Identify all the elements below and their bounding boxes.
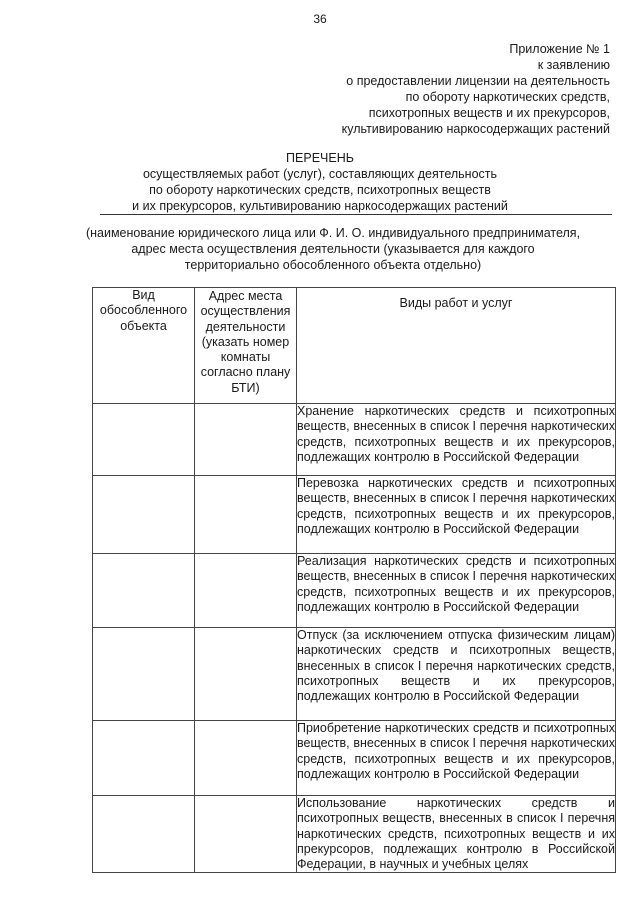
work-type-cell: Перевозка наркотических средств и психотропных веществ, внесенных в список I перечня наркотических средств, психотропных веществ и их прекурсоров, подлежащих контролю в Российской Федерации <box>297 476 616 554</box>
table-row <box>93 628 616 721</box>
work-type-cell: Отпуск (за исключением отпуска физическим лицам) наркотических средств и психотропных веществ, внесенных в список I перечня наркотических средств, психотропных веществ и их прекурсоров, подлежащих контролю в Российской Федерации <box>297 628 616 721</box>
object-type-cell <box>93 554 195 628</box>
address-cell <box>195 476 297 554</box>
name-caption-line: территориально обособленного объекта отдельно) <box>184 258 482 272</box>
appendix-line: к заявлению <box>537 58 610 72</box>
object-type-cell <box>93 721 195 796</box>
table-row <box>93 721 616 796</box>
appendix-line: Приложение № 1 <box>509 42 610 56</box>
work-type-cell: Использование наркотических средств и психотропных веществ, внесенных в список I перечня наркотических средств, психотропных веществ и их прекурсоров, подлежащих контролю в Российской Федерации, в научных и учебных целях <box>297 796 615 872</box>
object-type-cell <box>93 796 195 873</box>
name-caption-line: (наименование юридического лица или Ф. И. О. индивидуального предпринимателя, <box>85 226 581 240</box>
appendix-line: культивированию наркосодержащих растений <box>341 122 610 136</box>
address-cell <box>195 404 297 476</box>
table-row <box>93 404 616 476</box>
table-header-row <box>93 288 616 404</box>
appendix-line: психотропных веществ и их прекурсоров, <box>368 106 610 120</box>
address-cell <box>195 628 297 721</box>
header-address: Адрес места осуществления деятельности (указать номер комнаты согласно плану БТИ) <box>195 288 297 404</box>
header-work-types: Виды работ и услуг <box>297 288 616 404</box>
address-cell <box>195 796 297 873</box>
object-type-cell <box>93 476 195 554</box>
list-heading <box>0 150 640 214</box>
appendix-line: по обороту наркотических средств, <box>405 90 610 104</box>
table-row <box>93 476 616 554</box>
work-type-cell: Хранение наркотических средств и психотропных веществ, внесенных в список I перечня наркотических средств, психотропных веществ и их прекурсоров, подлежащих контролю в Российской Федерации <box>297 404 616 476</box>
appendix-note <box>270 41 610 137</box>
object-type-cell <box>93 628 195 721</box>
table-row <box>93 796 616 873</box>
object-type-cell <box>93 404 195 476</box>
list-title: ПЕРЕЧЕНЬ <box>286 151 354 165</box>
page-number: 36 <box>313 12 327 26</box>
address-cell <box>195 721 297 796</box>
name-caption-line: адрес места осуществления деятельности (указывается для каждого <box>131 242 535 256</box>
work-type-cell: Реализация наркотических средств и психотропных веществ, внесенных в список I перечня наркотических средств, психотропных веществ и их прекурсоров, подлежащих контролю в Российской Федерации <box>297 554 616 628</box>
works-table <box>92 287 616 873</box>
list-subtitle-line: осуществляемых работ (услуг), составляющих деятельность <box>142 167 498 181</box>
list-subtitle-line: и их прекурсоров, культивированию наркосодержащих растений <box>132 199 508 213</box>
address-cell <box>195 554 297 628</box>
work-type-cell: Приобретение наркотических средств и психотропных веществ, внесенных в список I перечня наркотических средств, психотропных веществ и их прекурсоров, подлежащих контролю в Российской Федерации <box>297 721 616 796</box>
header-object-type: Вид обособленного объекта <box>93 288 195 404</box>
name-fill-line <box>100 214 612 215</box>
table-row <box>93 554 616 628</box>
appendix-line: о предоставлении лицензии на деятельность <box>346 74 610 88</box>
name-caption <box>0 225 640 273</box>
list-subtitle-line: по обороту наркотических средств, психотропных веществ <box>149 183 491 197</box>
